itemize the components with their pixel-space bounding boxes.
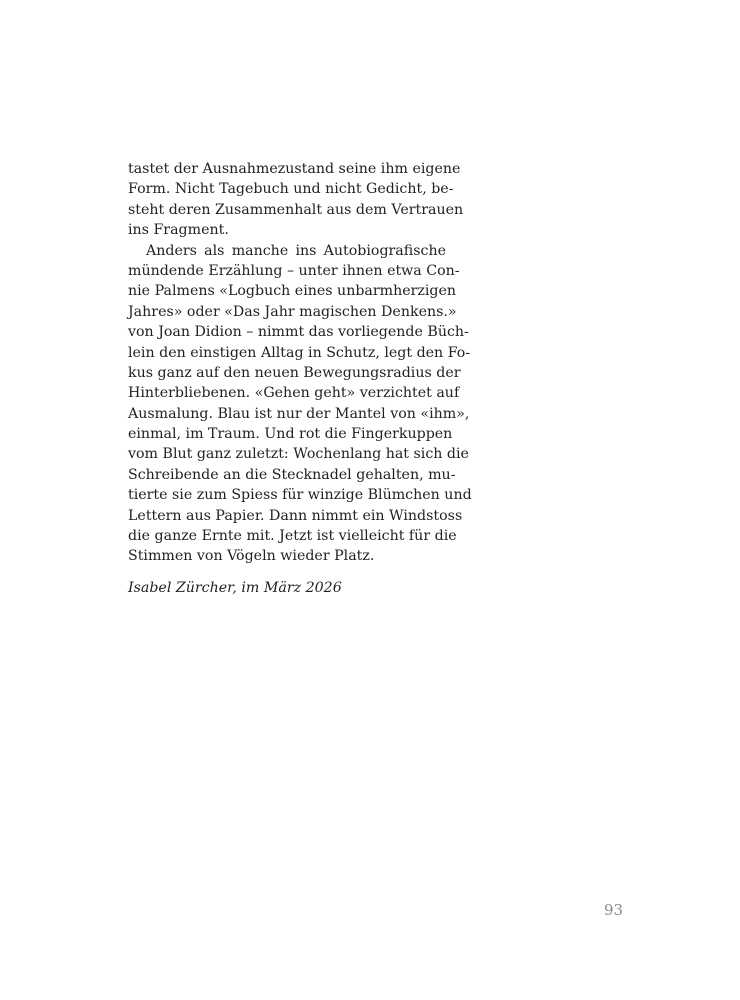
- text-line: Anders als manche ins Autobiografische: [146, 242, 446, 259]
- body-text: [128, 159, 472, 567]
- text-line: tierte sie zum Spiess für winzige Blümchen und: [128, 487, 472, 504]
- text-line: vom Blut ganz zuletzt: Wochenlang hat sich die: [128, 446, 469, 463]
- paragraph-2: [128, 241, 472, 567]
- paragraph-1: [128, 159, 464, 241]
- text-line: Ausmalung. Blau ist nur der Mantel von «ihm»,: [128, 405, 470, 422]
- text-line: die ganze Ernte mit. Jetzt ist vielleicht für die: [128, 528, 457, 545]
- text-line: lein den einstigen Alltag in Schutz, legt den Fo-: [128, 344, 471, 361]
- text-line: einmal, im Traum. Und rot die Fingerkuppen: [128, 426, 453, 443]
- text-line: Hinterbliebenen. «Gehen geht» verzichtet auf: [128, 385, 460, 402]
- text-line: Stimmen von Vögeln wieder Platz.: [128, 548, 375, 565]
- text-line: mündende Erzählung – unter ihnen etwa Con-: [128, 262, 460, 279]
- text-line: nie Palmens «Logbuch eines unbarmherzigen: [128, 283, 457, 300]
- text-line: ins Fragment.: [128, 222, 229, 239]
- text-line: Form. Nicht Tagebuch und nicht Gedicht, be-: [128, 181, 454, 198]
- page-number: 93: [604, 901, 624, 919]
- text-line: Jahres» oder «Das Jahr magischen Denkens.»: [128, 303, 457, 320]
- text-line: Lettern aus Papier. Dann nimmt ein Windstoss: [128, 507, 463, 524]
- author-signature: Isabel Zürcher, im März 2026: [128, 580, 342, 596]
- text-line: kus ganz auf den neuen Bewegungsradius der: [128, 364, 461, 381]
- text-line: von Joan Didion – nimmt das vorliegende Büch-: [128, 324, 469, 341]
- text-line: steht deren Zusammenhalt aus dem Vertrauen: [128, 201, 464, 218]
- text-line: tastet der Ausnahmezustand seine ihm eigene: [128, 161, 461, 177]
- text-line: Schreibende an die Stecknadel gehalten, mu-: [128, 466, 456, 483]
